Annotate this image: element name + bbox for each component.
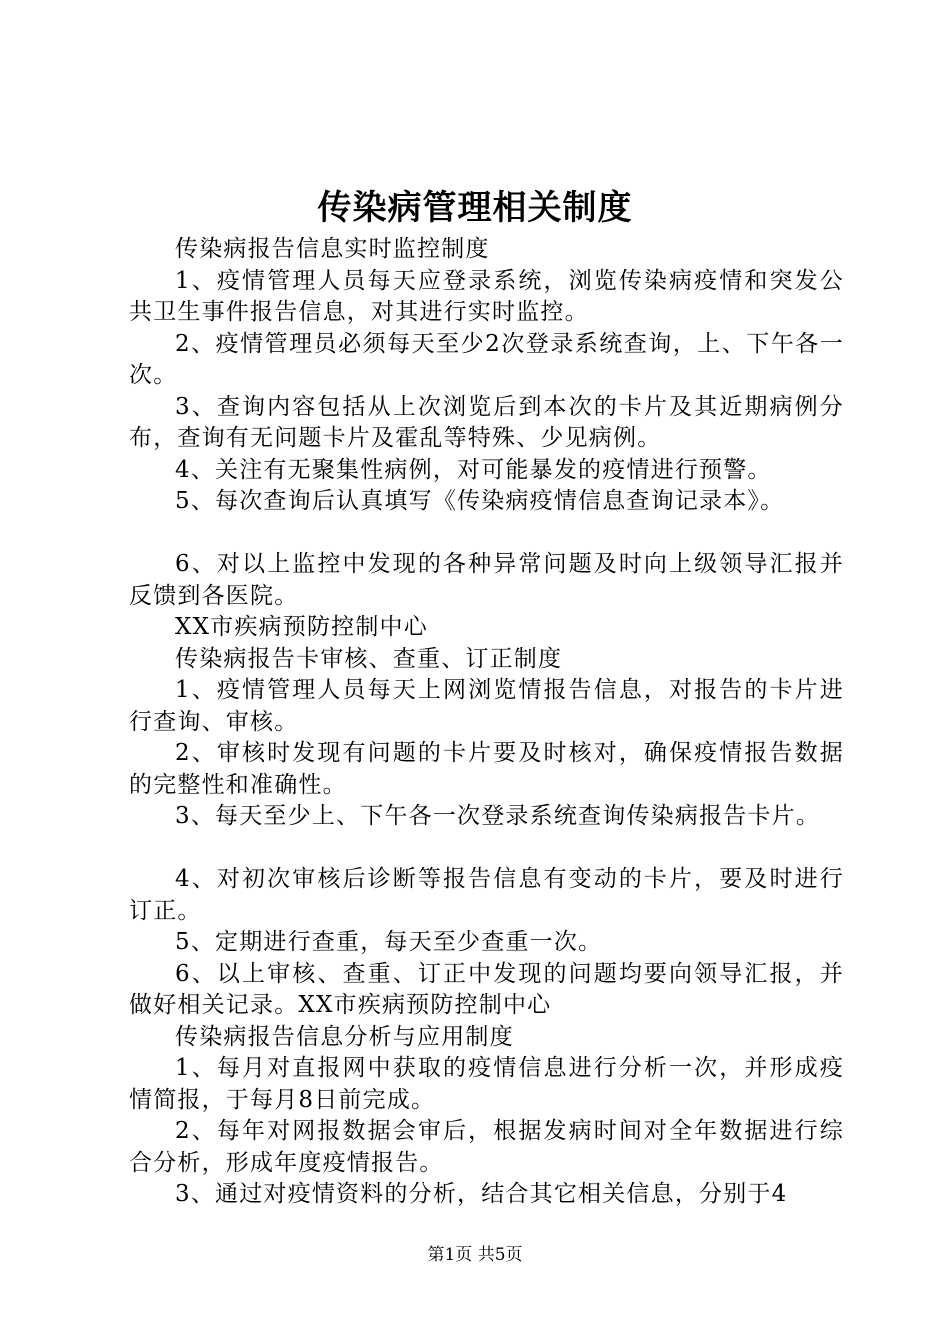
paragraph: 4、关注有无聚集性病例，对可能暴发的疫情进行预警。 [175,456,772,483]
paragraph: 5、定期进行查重，每天至少查重一次。 [175,929,603,955]
paragraph: 6、以上审核、查重、订正中发现的问题均要向领导汇报，并做好相关记录。XX市疾病预防控制中心 [129,960,844,1018]
paragraph: 1、疫情管理人员每天上网浏览情报告信息，对报告的卡片进行查询、审核。 [129,677,844,735]
document-body [129,234,844,1211]
section-heading-analysis: 传染病报告信息分析与应用制度 [175,1023,514,1050]
paragraph: 2、疫情管理员必须每天至少2次登录系统查询，上、下午各一次。 [129,330,844,388]
section-heading-review: 传染病报告卡审核、查重、订正制度 [175,645,563,672]
paragraph: 3、通过对疫情资料的分析，结合其它相关信息，分别于4 [175,1181,788,1207]
paragraph: 2、审核时发现有问题的卡片要及时核对，确保疫情报告数据的完整性和准确性。 [129,740,844,798]
page-number: 第1页 共5页 [427,1245,523,1265]
organization-signature: XX市疾病预防控制中心 [175,614,428,640]
section-heading-monitoring: 传染病报告信息实时监控制度 [175,236,490,262]
paragraph: 3、查询内容包括从上次浏览后到本次的卡片及其近期病例分布，查询有无问题卡片及霍乱等特殊、少见病例。 [129,393,844,451]
paragraph: 1、每月对直报网中获取的疫情信息进行分析一次，并形成疫情简报，于每月8日前完成。 [129,1055,844,1113]
document-title: 传染病管理相关制度 [317,188,633,228]
paragraph: 3、每天至少上、下午各一次登录系统查询传染病报告卡片。 [175,803,821,829]
paragraph: 6、对以上监控中发现的各种异常问题及时向上级领导汇报并反馈到各医院。 [129,551,844,609]
paragraph: 4、对初次审核后诊断等报告信息有变动的卡片，要及时进行订正。 [129,866,844,924]
paragraph: 1、疫情管理人员每天应登录系统，浏览传染病疫情和突发公共卫生事件报告信息，对其进行实时监控。 [129,267,844,325]
paragraph: 5、每次查询后认真填写《传染病疫情信息查询记录本》。 [175,488,785,514]
paragraph: 2、每年对网报数据会审后，根据发病时间对全年数据进行综合分析，形成年度疫情报告。 [129,1118,844,1176]
